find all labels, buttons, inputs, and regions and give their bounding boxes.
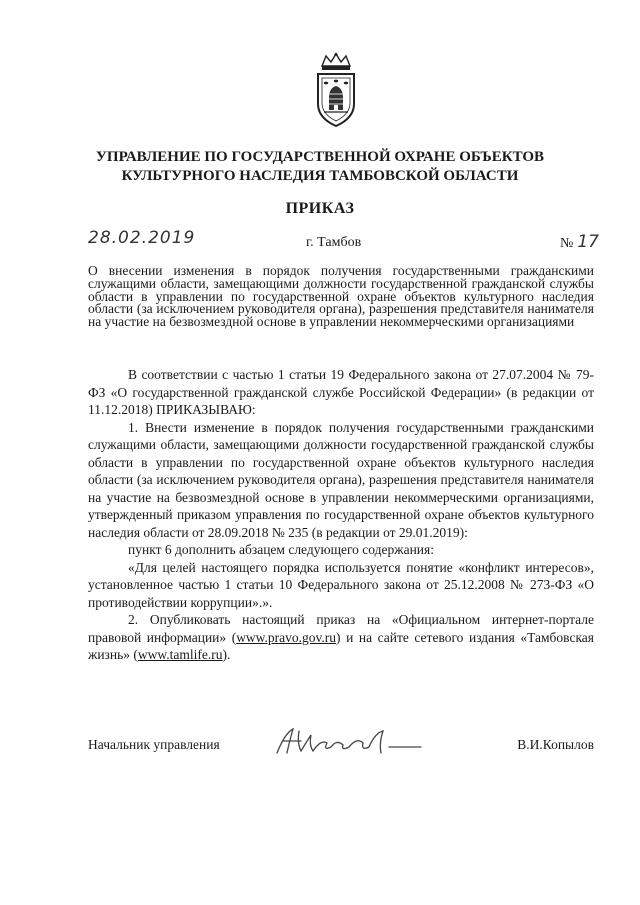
handwritten-date: 28.02.2019 — [88, 228, 196, 248]
organization-title — [60, 148, 580, 186]
paragraph-item-1: 1. Внести изменение в порядок получения государственными гражданскими служащими области, замещающими должности государственной гражданской службы области в управлении по государственной охране объектов культурного наследия области (за исключением руководителя органа), разрешения представителя нанимателя на участие на безвозмездной основе в управлении некоммерческими организациями, утвержденный приказом управления по государственной охране объектов культурного наследия области от 28.09.2018 № 235 (в редакции от 29.01.2019): — [88, 419, 594, 540]
publish-text-part2: ) и на сайте сетевого издания «Тамбовская жизнь» ( — [88, 629, 594, 662]
handwritten-signature — [271, 723, 431, 759]
city-label: г. Тамбов — [306, 235, 362, 250]
coat-of-arms-icon — [312, 52, 360, 134]
signatory-name: В.И.Копылов — [517, 737, 594, 752]
paragraph-item-2 — [88, 611, 594, 664]
publish-text-part3: ). — [222, 647, 231, 662]
signatory-position: Начальник управления — [88, 737, 220, 752]
link-pravo-gov[interactable]: www.pravo.gov.ru — [236, 629, 337, 645]
handwritten-number: 17 — [577, 232, 599, 252]
paragraph-legal-basis: В соответствии с частью 1 статьи 19 Федерального закона от 27.07.2004 № 79-ФЗ «О государственной гражданской службе Российской Федерации» (в редакции от 11.12.2018) ПРИКАЗЫВАЮ: — [88, 367, 594, 417]
order-body — [88, 366, 594, 664]
publish-text-part1: 2. Опубликовать настоящий приказ на «Официальном интернет-портале правовой информации» ( — [88, 612, 594, 645]
organization-title-line2: КУЛЬТУРНОГО НАСЛЕДИЯ ТАМБОВСКОЙ ОБЛАСТИ — [121, 168, 519, 184]
order-subject: О внесении изменения в порядок получения государственными гражданскими служащими области, замещающими должности государственной гражданской службы области в управлении по государственной охране объектов культурного наследия области (за исключением руководителя органа), разрешения представителя нанимателя на участие на безвозмездной основе в управлении некоммерческими организациями — [88, 263, 594, 330]
order-number — [560, 232, 599, 252]
number-label: № — [560, 236, 574, 251]
document-type: ПРИКАЗ — [285, 200, 355, 217]
link-tamlife[interactable]: www.tamlife.ru — [137, 647, 223, 662]
paragraph-amendment-intro: пункт 6 дополнить абзацем следующего содержания: — [128, 542, 434, 557]
paragraph-amendment-text: «Для целей настоящего порядка используется понятие «конфликт интересов», установленное частью 1 статьи 10 Федерального закона от 25.12.2008 № 273-ФЗ «О противодействии коррупции».». — [88, 559, 594, 610]
organization-title-line1: УПРАВЛЕНИЕ ПО ГОСУДАРСТВЕННОЙ ОХРАНЕ ОБЪЕКТОВ — [95, 149, 545, 165]
